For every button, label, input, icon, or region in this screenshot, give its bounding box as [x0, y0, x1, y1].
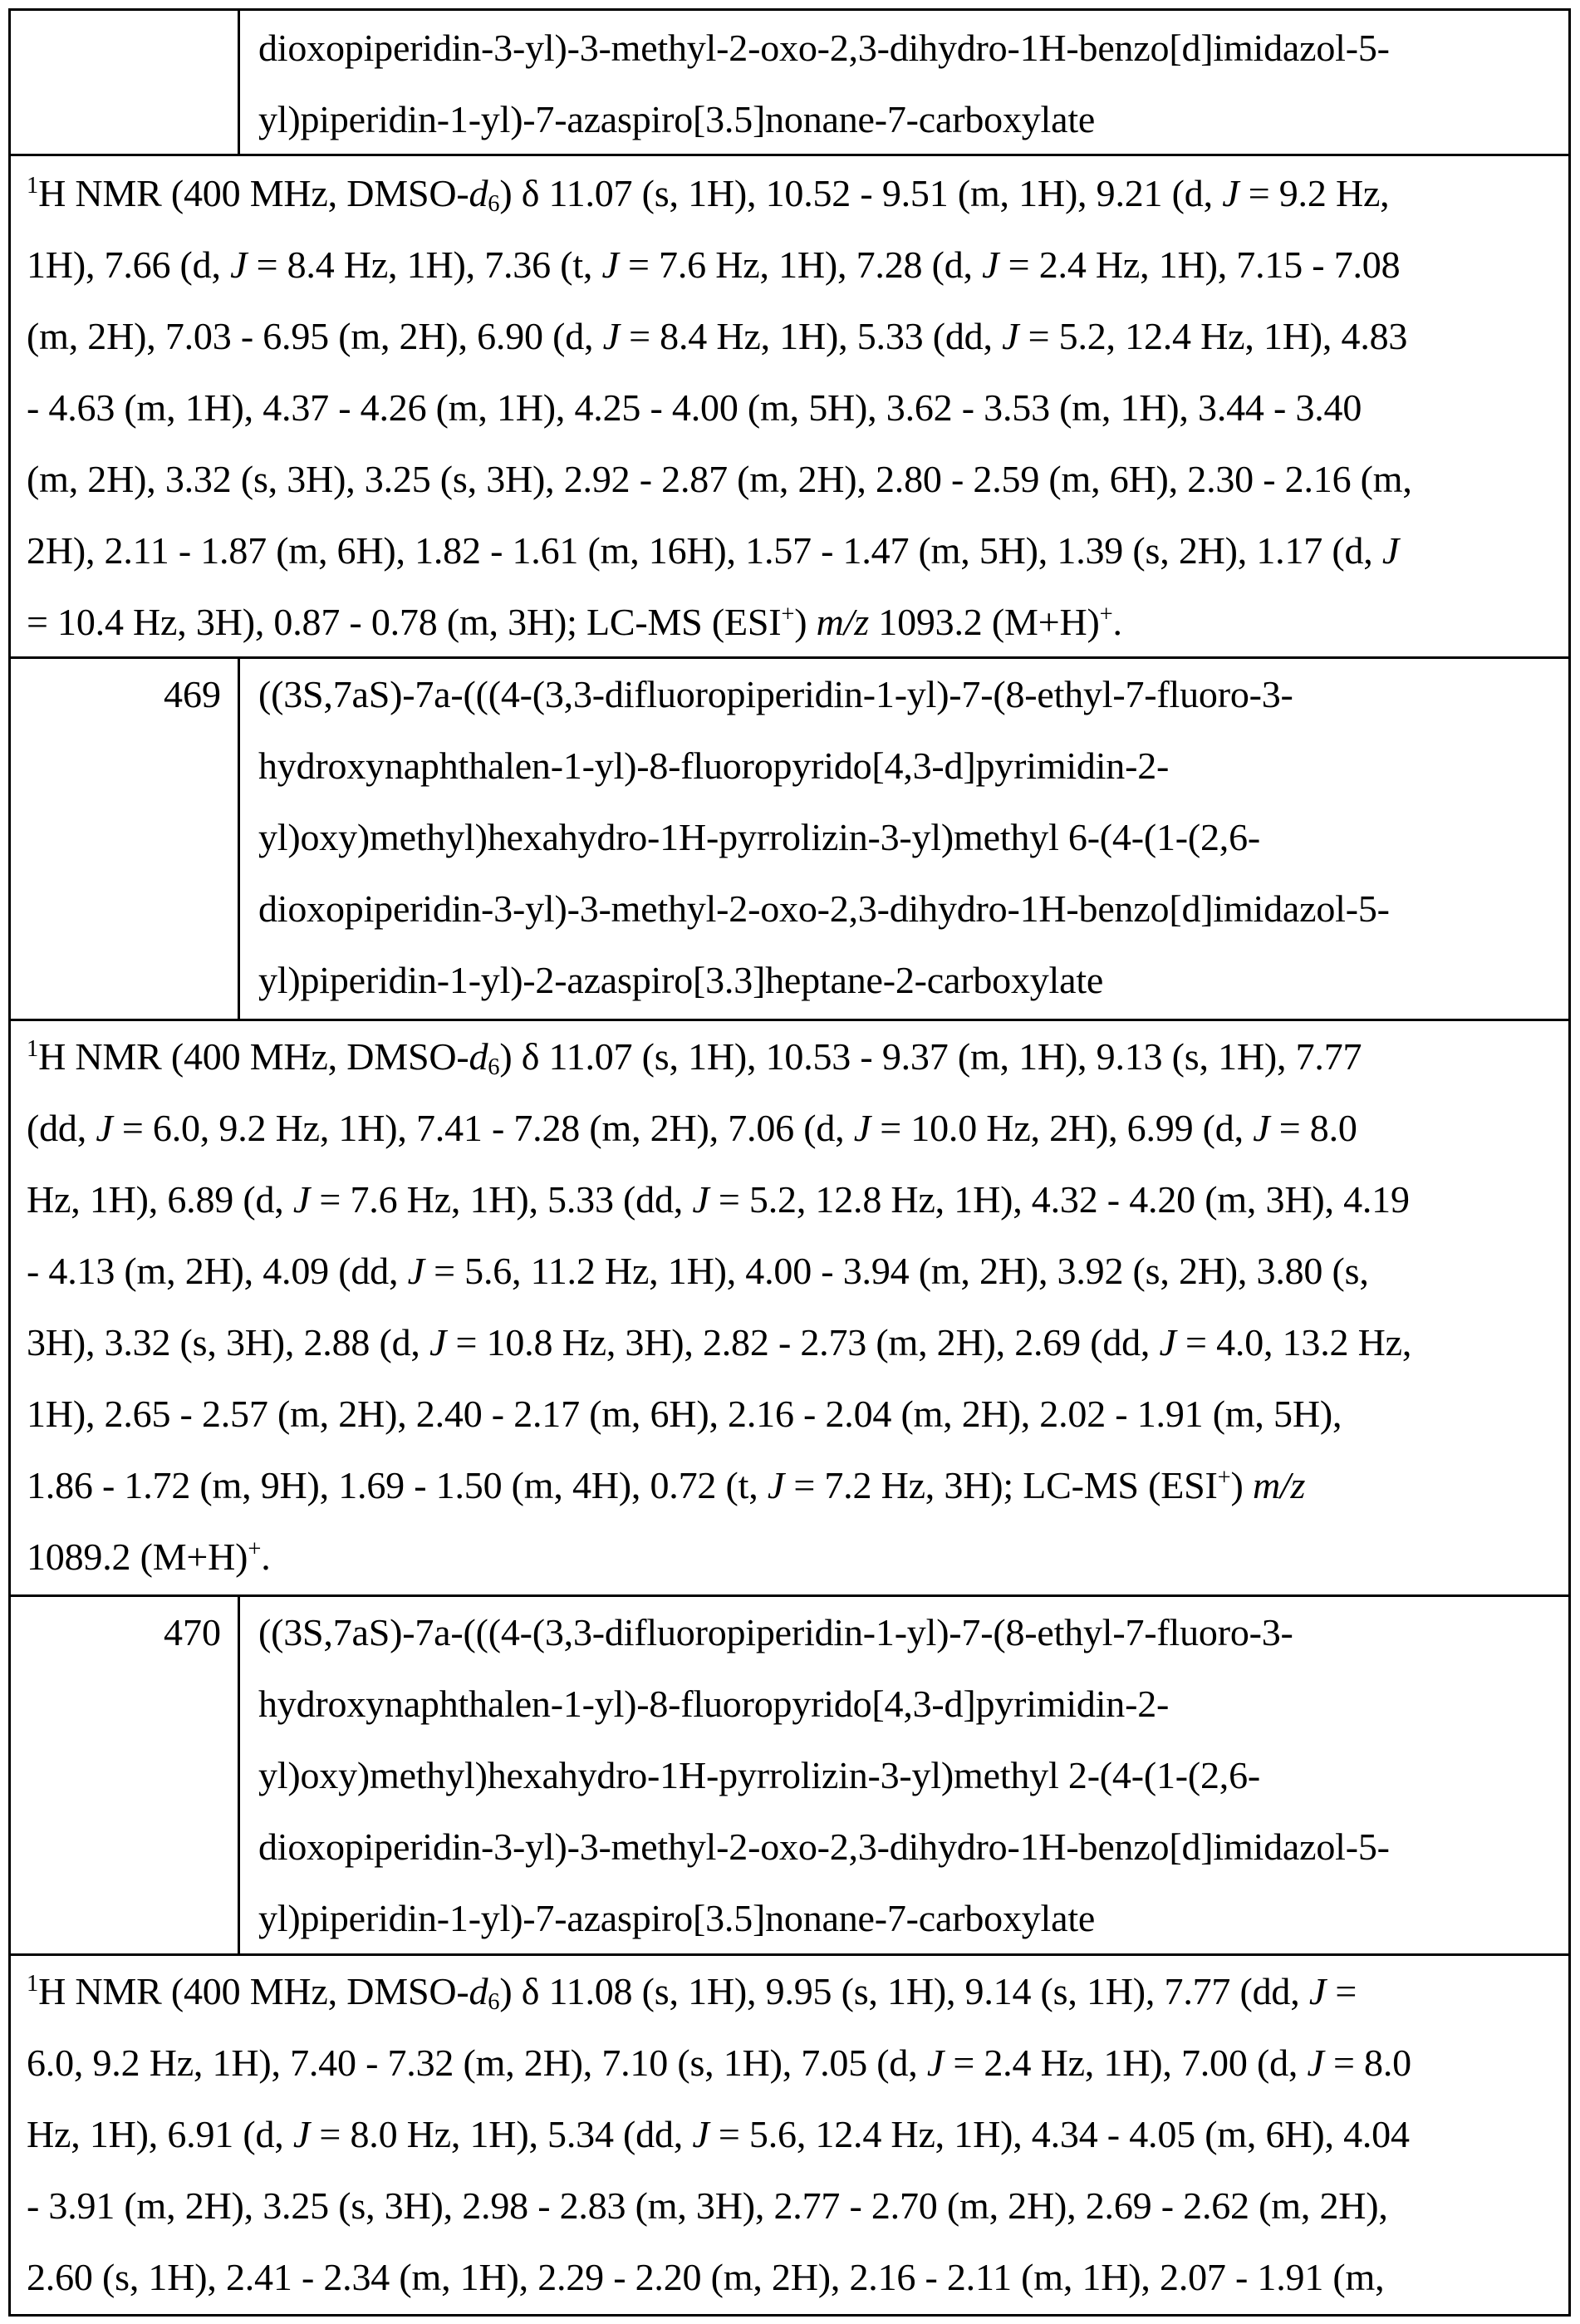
text-line: 1H), 2.65 - 2.57 (m, 2H), 2.40 - 2.17 (m, 6H), 2.16 - 2.04 (m, 2H), 2.02 - 1.91 (m, 5H), [27, 1393, 1342, 1435]
compound-table [8, 8, 1571, 2317]
table-row-nmr-data [8, 156, 1571, 659]
text-line: 1H), 7.66 (d, J = 8.4 Hz, 1H), 7.36 (t, J = 7.6 Hz, 1H), 7.28 (d, J = 2.4 Hz, 1H), 7.15 - 7.08 [27, 243, 1401, 286]
text-line: (m, 2H), 7.03 - 6.95 (m, 2H), 6.90 (d, J = 8.4 Hz, 1H), 5.33 (dd, J = 5.2, 12.4 Hz, 1H), 4.83 [27, 315, 1408, 357]
text-line: (dd, J = 6.0, 9.2 Hz, 1H), 7.41 - 7.28 (m, 2H), 7.06 (d, J = 10.0 Hz, 2H), 6.99 (d, J = 8.0 [27, 1107, 1357, 1149]
table-row-name-continuation [8, 11, 1571, 156]
text-line: dioxopiperidin-3-yl)-3-methyl-2-oxo-2,3-dihydro-1H-benzo[d]imidazol-5- [258, 887, 1390, 930]
text-line: = 10.4 Hz, 3H), 0.87 - 0.78 (m, 3H); LC-MS (ESI+) m/z 1093.2 (M+H)+. [27, 601, 1122, 643]
table-row-compound-469 [8, 659, 1571, 1021]
text-line: 3H), 3.32 (s, 3H), 2.88 (d, J = 10.8 Hz, 3H), 2.82 - 2.73 (m, 2H), 2.69 (dd, J = 4.0, 13.2 Hz, [27, 1321, 1412, 1363]
nmr-characterization-cell [11, 1956, 1568, 2313]
text-line: 6.0, 9.2 Hz, 1H), 7.40 - 7.32 (m, 2H), 7.10 (s, 1H), 7.05 (d, J = 2.4 Hz, 1H), 7.00 (d, J = 8.0 [27, 2041, 1411, 2084]
text-line: - 3.91 (m, 2H), 3.25 (s, 3H), 2.98 - 2.83 (m, 3H), 2.77 - 2.70 (m, 2H), 2.69 - 2.62 (m, 2H), [27, 2184, 1388, 2227]
text-line: 2H), 2.11 - 1.87 (m, 6H), 1.82 - 1.61 (m, 16H), 1.57 - 1.47 (m, 5H), 1.39 (s, 2H), 1.17 (d, J [27, 529, 1400, 572]
compound-name-cell [240, 1597, 1568, 1953]
compound-number-cell [11, 11, 240, 154]
compound-number: 470 [164, 1611, 221, 1653]
text-line: Hz, 1H), 6.91 (d, J = 8.0 Hz, 1H), 5.34 (dd, J = 5.6, 12.4 Hz, 1H), 4.34 - 4.05 (m, 6H), 4.04 [27, 2113, 1410, 2155]
text-line: 2.60 (s, 1H), 2.41 - 2.34 (m, 1H), 2.29 - 2.20 (m, 2H), 2.16 - 2.11 (m, 1H), 2.07 - 1.91 (m, [27, 2256, 1385, 2298]
nmr-characterization-cell [11, 156, 1568, 658]
table-row-nmr-data [8, 1021, 1571, 1597]
text-line: ((3S,7aS)-7a-(((4-(3,3-difluoropiperidin-1-yl)-7-(8-ethyl-7-fluoro-3- [258, 673, 1293, 715]
table-row-compound-470 [8, 1597, 1571, 1956]
text-line: $^1$H NMR (400 MHz, DMSO-$d_6$) δ 11.07 (s, 1H), 10.52 - 9.51 (m, 1H), 9.21 (d, J = 9.2 Hz, [27, 172, 1390, 217]
text-line: $^1$H NMR (400 MHz, DMSO-$d_6$) δ 11.07 (s, 1H), 10.53 - 9.37 (m, 1H), 9.13 (s, 1H), 7.77 [27, 1035, 1362, 1080]
compound-number: 469 [164, 673, 221, 715]
table-row-nmr-data [8, 1956, 1571, 2317]
nmr-characterization-cell [11, 1021, 1568, 1593]
text-line: - 4.63 (m, 1H), 4.37 - 4.26 (m, 1H), 4.25 - 4.00 (m, 5H), 3.62 - 3.53 (m, 1H), 3.44 - 3.40 [27, 386, 1362, 429]
text-line: (m, 2H), 3.32 (s, 3H), 3.25 (s, 3H), 2.92 - 2.87 (m, 2H), 2.80 - 2.59 (m, 6H), 2.30 - 2.16 (m, [27, 458, 1412, 500]
compound-number-cell [11, 659, 240, 1019]
text-line: dioxopiperidin-3-yl)-3-methyl-2-oxo-2,3-dihydro-1H-benzo[d]imidazol-5- [258, 1825, 1390, 1868]
text-line: hydroxynaphthalen-1-yl)-8-fluoropyrido[4,3-d]pyrimidin-2- [258, 1683, 1170, 1725]
text-line: yl)oxy)methyl)hexahydro-1H-pyrrolizin-3-yl)methyl 2-(4-(1-(2,6- [258, 1754, 1261, 1796]
text-line: 1089.2 (M+H)+. [27, 1535, 271, 1578]
text-line: yl)piperidin-1-yl)-7-azaspiro[3.5]nonane-7-carboxylate [258, 1897, 1096, 1939]
text-line: hydroxynaphthalen-1-yl)-8-fluoropyrido[4,3-d]pyrimidin-2- [258, 744, 1170, 787]
text-line: yl)oxy)methyl)hexahydro-1H-pyrrolizin-3-yl)methyl 6-(4-(1-(2,6- [258, 816, 1261, 858]
text-line: yl)piperidin-1-yl)-2-azaspiro[3.3]heptane-2-carboxylate [258, 959, 1104, 1001]
text-line: Hz, 1H), 6.89 (d, J = 7.6 Hz, 1H), 5.33 (dd, J = 5.2, 12.8 Hz, 1H), 4.32 - 4.20 (m, 3H), 4.19 [27, 1178, 1410, 1221]
text-line: dioxopiperidin-3-yl)-3-methyl-2-oxo-2,3-dihydro-1H-benzo[d]imidazol-5- [258, 27, 1390, 69]
text-line: yl)piperidin-1-yl)-7-azaspiro[3.5]nonane-7-carboxylate [258, 98, 1096, 140]
compound-name-cell [240, 659, 1568, 1019]
text-line: 1.86 - 1.72 (m, 9H), 1.69 - 1.50 (m, 4H), 0.72 (t, J = 7.2 Hz, 3H); LC-MS (ESI+) m/z [27, 1464, 1306, 1506]
compound-number-cell [11, 1597, 240, 1953]
text-line: - 4.13 (m, 2H), 4.09 (dd, J = 5.6, 11.2 Hz, 1H), 4.00 - 3.94 (m, 2H), 3.92 (s, 2H), 3.80 (s, [27, 1250, 1369, 1292]
compound-name-cell [240, 11, 1568, 154]
text-line: $^1$H NMR (400 MHz, DMSO-$d_6$) δ 11.08 (s, 1H), 9.95 (s, 1H), 9.14 (s, 1H), 7.77 (dd, J = [27, 1970, 1357, 2015]
text-line: ((3S,7aS)-7a-(((4-(3,3-difluoropiperidin-1-yl)-7-(8-ethyl-7-fluoro-3- [258, 1611, 1293, 1653]
